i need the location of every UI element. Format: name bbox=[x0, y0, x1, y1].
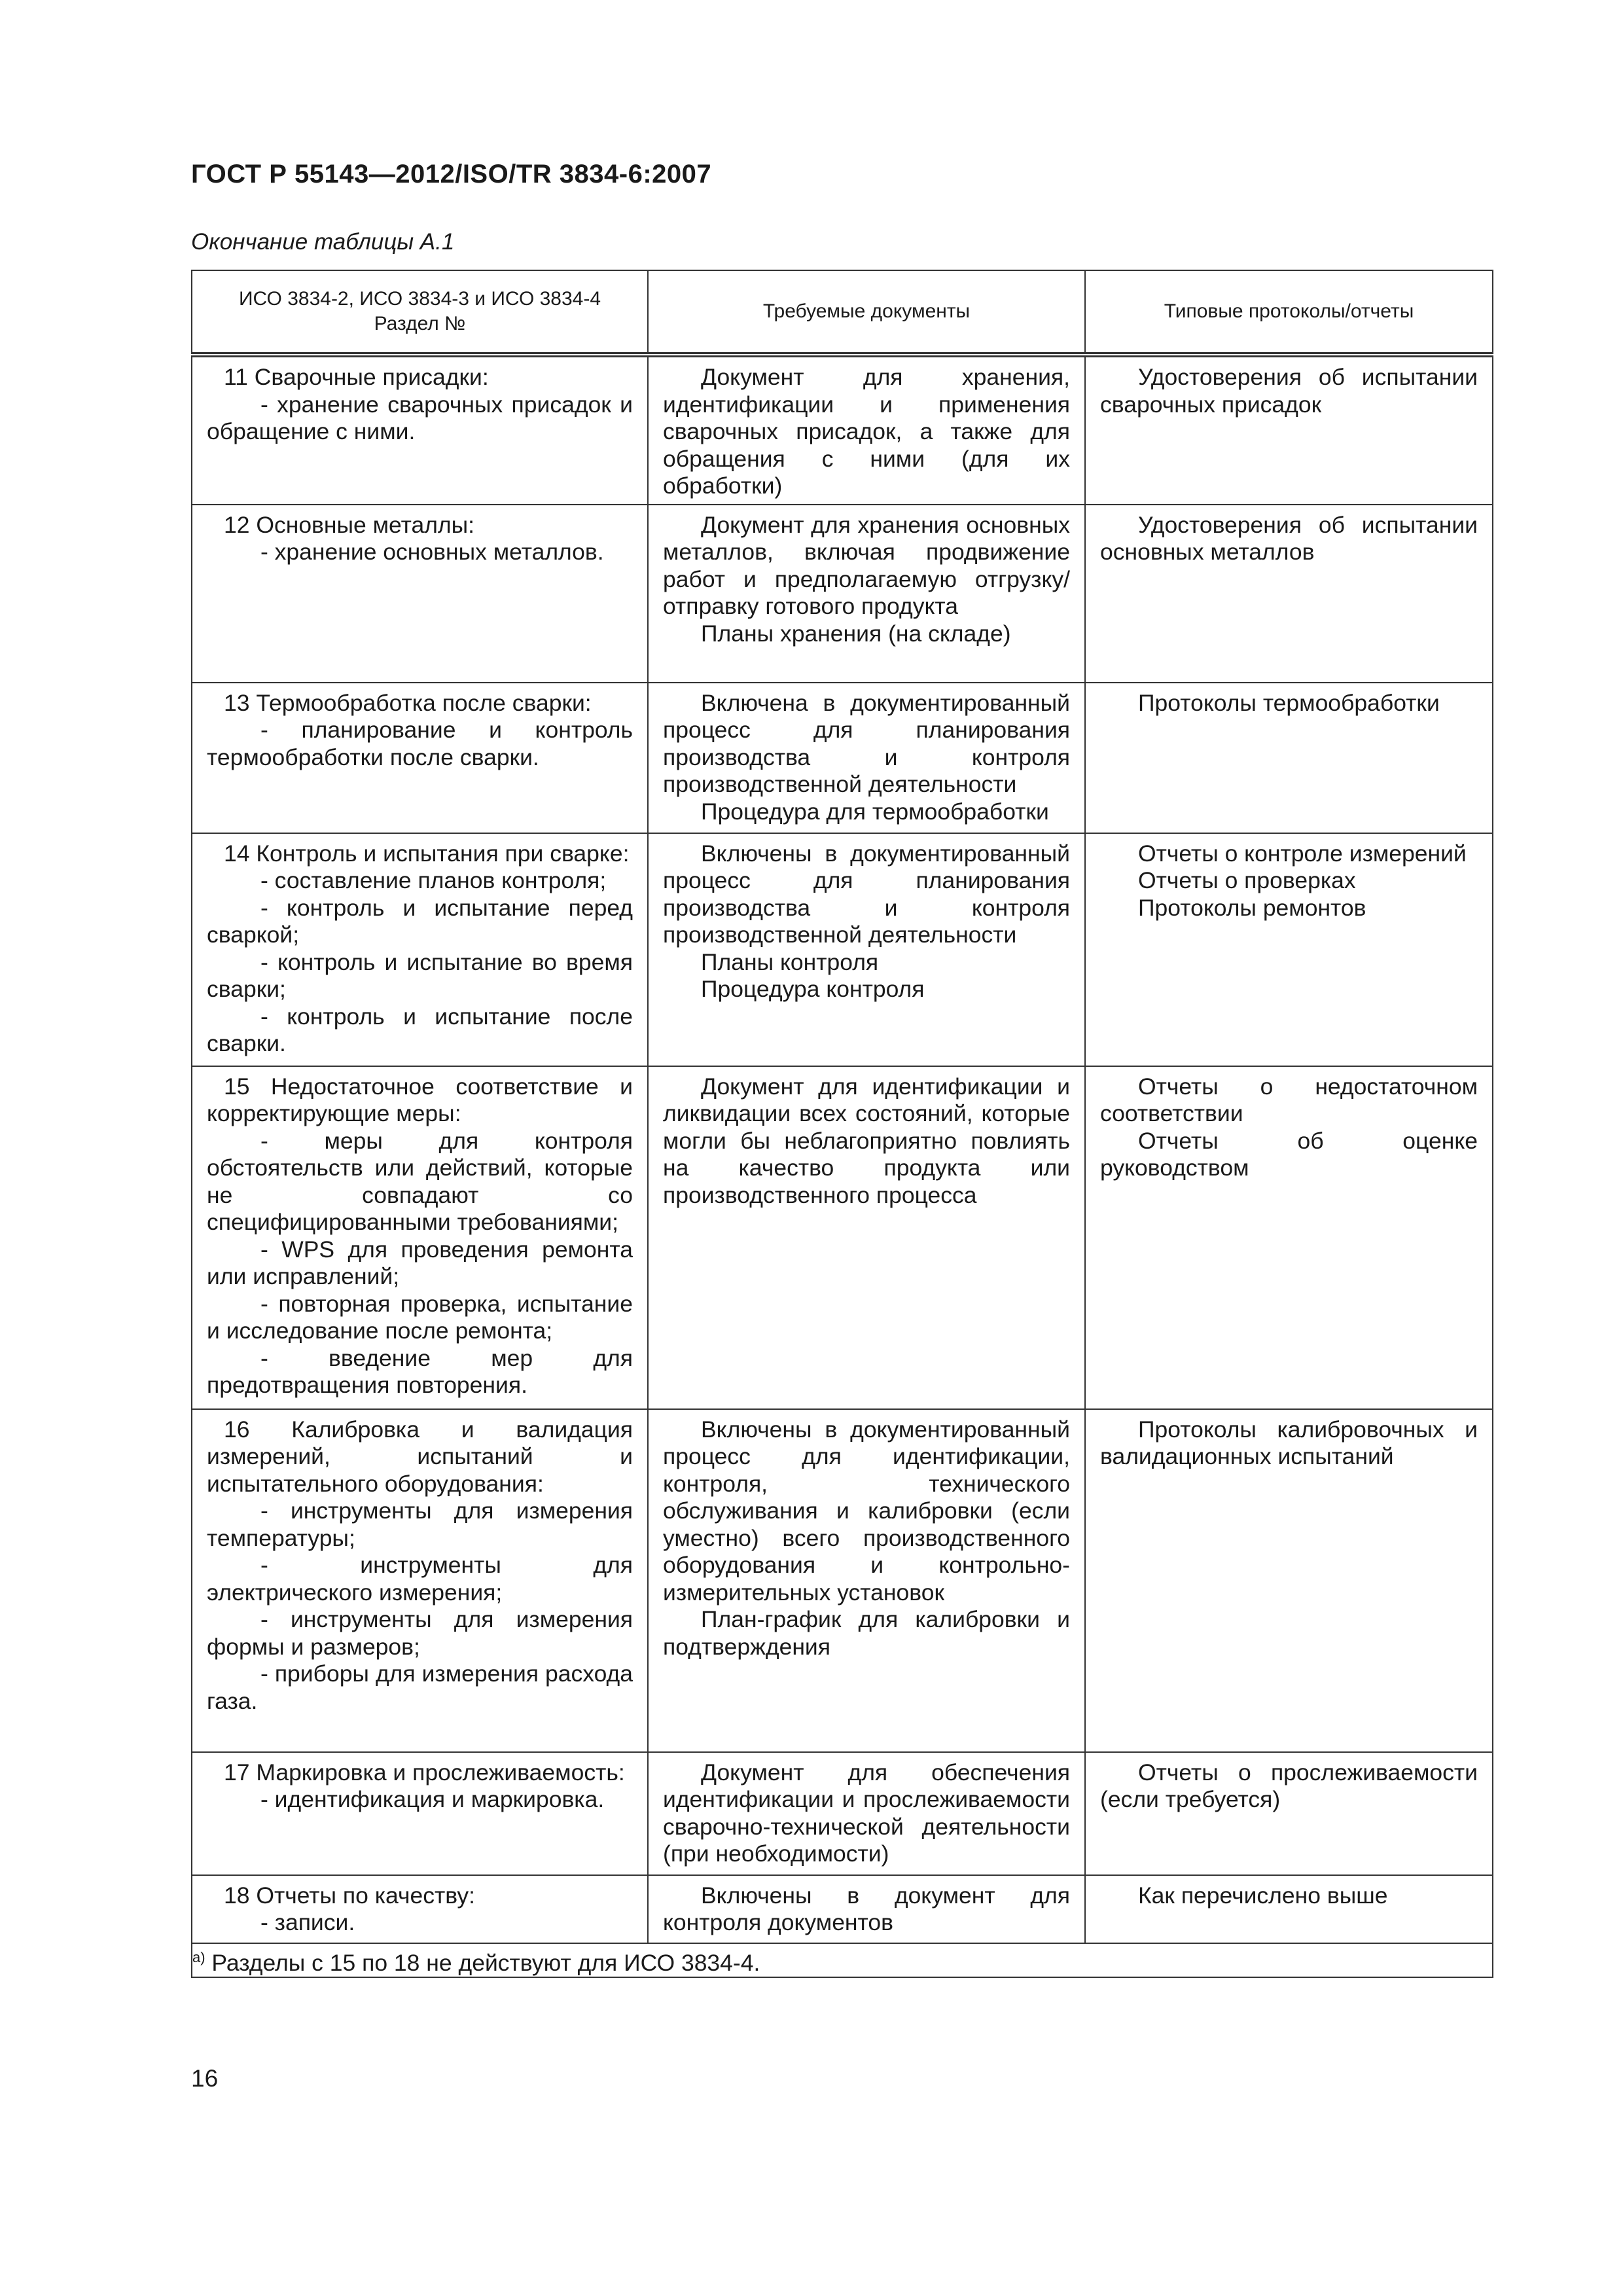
table-row bbox=[192, 683, 1493, 833]
section-item: - записи. bbox=[260, 1909, 355, 1935]
reports-cell bbox=[1085, 1752, 1493, 1875]
section-item: - идентификация и маркировка. bbox=[260, 1786, 605, 1812]
footnote-mark: а) bbox=[192, 1948, 205, 1965]
table-row bbox=[192, 355, 1493, 505]
reports-cell bbox=[1085, 505, 1493, 683]
report-entry: Удостоверения об испытании основных металлов bbox=[1100, 511, 1478, 565]
section-title: 16 Калибровка и валидация измерений, испытаний и испытательного оборудования: bbox=[207, 1416, 633, 1497]
document-entry: Включены в документ для контроля документов bbox=[663, 1882, 1070, 1935]
document-entry: Процедура контроля bbox=[701, 976, 925, 1002]
documents-cell bbox=[648, 833, 1085, 1066]
table-row bbox=[192, 505, 1493, 683]
section-cell bbox=[192, 505, 648, 683]
section-cell bbox=[192, 833, 648, 1066]
reports-cell bbox=[1085, 1409, 1493, 1752]
section-item: - составление планов контроля; bbox=[260, 867, 607, 893]
section-item: - повторная проверка, испытание и исследование после ремонта; bbox=[207, 1290, 633, 1344]
section-cell bbox=[192, 1875, 648, 1943]
section-cell bbox=[192, 355, 648, 505]
section-title: 15 Недостаточное соответствие и корректирующие меры: bbox=[207, 1073, 633, 1126]
section-item: - контроль и испытание перед сваркой; bbox=[207, 894, 633, 948]
section-title: 17 Маркировка и прослеживаемость: bbox=[224, 1759, 625, 1785]
section-cell bbox=[192, 1409, 648, 1752]
reports-cell bbox=[1085, 1066, 1493, 1409]
document-entry: Документ для хранения, идентификации и применения сварочных присадок, а также для обращения с ними (для их обработки) bbox=[663, 364, 1070, 499]
document-entry: Процедура для термообработки bbox=[701, 798, 1049, 825]
documents-cell bbox=[648, 1875, 1085, 1943]
table-row bbox=[192, 1875, 1493, 1943]
section-title: 14 Контроль и испытания при сварке: bbox=[224, 840, 630, 867]
section-title: 11 Сварочные присадки: bbox=[224, 364, 489, 390]
column-header-section-line2: Раздел № bbox=[374, 313, 466, 334]
document-entry: Включена в документированный процесс для планирования производства и контроля производственной деятельности bbox=[663, 689, 1070, 797]
documents-cell bbox=[648, 1066, 1085, 1409]
document-entry: Планы контроля bbox=[701, 948, 879, 975]
reports-cell bbox=[1085, 833, 1493, 1066]
section-item: - хранение сварочных присадок и обращение с ними. bbox=[207, 391, 633, 444]
section-item: - контроль и испытание во время сварки; bbox=[207, 948, 633, 1002]
section-item: - введение мер для предотвращения повторения. bbox=[207, 1344, 633, 1398]
report-entry: Отчеты о прослеживаемости (если требуется) bbox=[1100, 1759, 1478, 1812]
section-item: - контроль и испытание после сварки. bbox=[207, 1003, 633, 1056]
column-header-reports-label: Типовые протоколы/отчеты bbox=[1164, 300, 1414, 322]
section-cell bbox=[192, 1752, 648, 1875]
table-footnote bbox=[192, 1943, 1493, 1977]
document-entry: Планы хранения (на складе) bbox=[701, 620, 1011, 647]
report-entry: Удостоверения об испытании сварочных присадок bbox=[1100, 364, 1478, 418]
column-header-section-line1: ИСО 3834-2, ИСО 3834-3 и ИСО 3834-4 bbox=[238, 288, 601, 310]
section-item: - инструменты для измерения формы и размеров; bbox=[207, 1606, 633, 1660]
report-entry: Отчеты о недостаточном соответствии bbox=[1100, 1073, 1478, 1126]
documents-cell bbox=[648, 355, 1085, 505]
document-entry: Документ для хранения основных металлов, включая продвижение работ и предполагаемую отгрузку/отправку готового продукта bbox=[663, 511, 1070, 619]
footnote-row bbox=[192, 1943, 1493, 1977]
report-entry: Как перечислено выше bbox=[1138, 1882, 1388, 1909]
section-item: - инструменты для электрического измерения; bbox=[207, 1552, 633, 1605]
documents-cell bbox=[648, 683, 1085, 833]
section-cell bbox=[192, 1066, 648, 1409]
section-item: - приборы для измерения расхода газа. bbox=[207, 1660, 633, 1714]
documents-cell bbox=[648, 1409, 1085, 1752]
section-item: - хранение основных металлов. bbox=[260, 539, 604, 565]
table-caption: Окончание таблицы А.1 bbox=[191, 229, 455, 255]
reports-cell bbox=[1085, 355, 1493, 505]
document-entry: Включены в документированный процесс для идентификации, контроля, технического обслуживания и калибровки (если уместно) всего производственного оборудования и контрольно-измерительных установок bbox=[663, 1416, 1070, 1605]
document-entry: Документ для обеспечения идентификации и прослеживаемости сварочно-технической деятельности (при необходимости) bbox=[663, 1759, 1070, 1867]
table-row bbox=[192, 1752, 1493, 1875]
reports-cell bbox=[1085, 1875, 1493, 1943]
table-header-row bbox=[192, 270, 1493, 355]
document-entry: Документ для идентификации и ликвидации всех состояний, которые могли бы неблагоприятно повлиять на качество продукта или производственного процесса bbox=[663, 1073, 1070, 1208]
footnote-text: Разделы с 15 по 18 не действуют для ИСО 3834-4. bbox=[205, 1949, 760, 1976]
document-header: ГОСТ Р 55143—2012/ISO/TR 3834-6:2007 bbox=[191, 160, 712, 188]
section-item: - WPS для проведения ремонта или исправлений; bbox=[207, 1236, 633, 1289]
documents-cell bbox=[648, 1752, 1085, 1875]
column-header-section bbox=[192, 270, 648, 355]
report-entry: Протоколы калибровочных и валидационных испытаний bbox=[1100, 1416, 1478, 1469]
table-row bbox=[192, 1409, 1493, 1752]
document-entry: План-график для калибровки и подтверждения bbox=[663, 1606, 1070, 1660]
report-entry: Отчеты об оценке руководством bbox=[1100, 1127, 1478, 1181]
table-row bbox=[192, 833, 1493, 1066]
column-header-documents-label: Требуемые документы bbox=[762, 300, 971, 322]
column-header-documents bbox=[648, 270, 1085, 355]
documents-cell bbox=[648, 505, 1085, 683]
page-number: 16 bbox=[191, 2065, 219, 2092]
requirements-table bbox=[191, 270, 1493, 1978]
table-row bbox=[192, 1066, 1493, 1409]
column-header-reports bbox=[1085, 270, 1493, 355]
report-entry: Протоколы термообработки bbox=[1138, 689, 1440, 716]
section-title: 12 Основные металлы: bbox=[224, 511, 475, 538]
section-title: 13 Термообработка после сварки: bbox=[224, 689, 592, 716]
section-title: 18 Отчеты по качеству: bbox=[224, 1882, 475, 1909]
report-entry: Отчеты о контроле измерений bbox=[1138, 840, 1467, 867]
section-cell bbox=[192, 683, 648, 833]
document-entry: Включены в документированный процесс для планирования производства и контроля производственной деятельности bbox=[663, 840, 1070, 948]
report-entry: Протоколы ремонтов bbox=[1138, 894, 1366, 921]
reports-cell bbox=[1085, 683, 1493, 833]
section-item: - инструменты для измерения температуры; bbox=[207, 1498, 633, 1551]
report-entry: Отчеты о проверках bbox=[1138, 867, 1356, 893]
section-item: - меры для контроля обстоятельств или действий, которые не совпадают со специфицированными требованиями; bbox=[207, 1127, 633, 1235]
section-item: - планирование и контроль термообработки после сварки. bbox=[207, 717, 633, 770]
